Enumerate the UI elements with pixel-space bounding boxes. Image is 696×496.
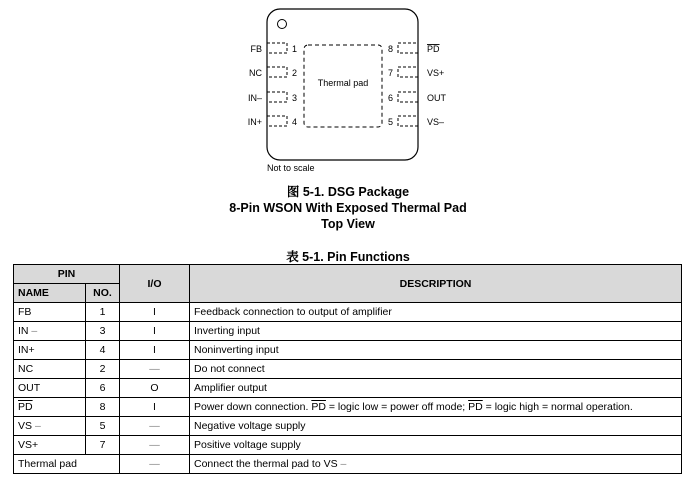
pin-io-cell: —	[120, 436, 190, 455]
pin-pad-4	[267, 116, 287, 126]
pin-io-cell: —	[120, 360, 190, 379]
pin-name-pd: PD	[427, 44, 440, 54]
pin-io-cell: I	[120, 398, 190, 417]
table-row	[14, 379, 682, 398]
pin-name-suffix: –	[34, 420, 41, 432]
io-header: I/O	[120, 265, 190, 303]
pin-no-cell: 5	[86, 417, 120, 436]
pin-desc-cell: Negative voltage supply	[190, 417, 682, 436]
pin-num-3: 3	[292, 93, 298, 103]
pin-desc-cell: Amplifier output	[190, 379, 682, 398]
pin-name-cell	[14, 417, 86, 436]
pin-desc-cell: Positive voltage supply	[190, 436, 682, 455]
pin-functions-table	[13, 264, 682, 474]
pin-desc-cell	[190, 398, 682, 417]
pin-desc-cell: Inverting input	[190, 322, 682, 341]
pin-name-text: IN	[18, 325, 29, 337]
package-diagram	[0, 0, 696, 190]
pin-desc-cell	[190, 455, 682, 474]
pin-name-in-plus: IN+	[247, 117, 262, 127]
pin-name-in-minus: IN–	[247, 93, 262, 103]
pin-num-5: 5	[387, 117, 393, 127]
desc-part-overline: $\overline{PD}$	[468, 401, 483, 413]
pin-io-cell: —	[120, 417, 190, 436]
pin-no-cell: 8	[86, 398, 120, 417]
pin-name-suffix: –	[31, 325, 38, 337]
pin-name-cell: FB	[14, 303, 86, 322]
pin1-marker	[278, 20, 287, 29]
pin-pad-6	[398, 92, 418, 102]
pin-name-cell: IN+	[14, 341, 86, 360]
table-row	[14, 322, 682, 341]
desc-part-overline: $\overline{PD}$	[311, 401, 326, 413]
pin-io-cell: O	[120, 379, 190, 398]
pin-io-cell: I	[120, 303, 190, 322]
name-header: NAME	[14, 284, 86, 303]
desc-part: Power down connection.	[194, 401, 312, 413]
pin-name-cell: VS+	[14, 436, 86, 455]
pin-num-1: 1	[292, 44, 298, 54]
pin-name-cell: NC	[14, 360, 86, 379]
table-row	[14, 303, 682, 322]
desc-text: Connect the thermal pad to VS	[194, 458, 338, 470]
desc-part: = logic high = normal operation.	[482, 401, 633, 413]
pin-no-cell: 7	[86, 436, 120, 455]
pin-name-nc: NC	[249, 68, 262, 78]
pin-name-fb: FB	[250, 44, 262, 54]
table-row	[14, 360, 682, 379]
pin-header: PIN	[14, 265, 120, 284]
pin-num-8: 8	[387, 44, 393, 54]
pin-io-cell: I	[120, 341, 190, 360]
pin-pad-2	[267, 67, 287, 77]
pin-no-cell: 1	[86, 303, 120, 322]
pin-name-vs-plus: VS+	[427, 68, 445, 78]
desc-part: = logic low = power off mode;	[325, 401, 469, 413]
pin-name-vs-minus: VS–	[427, 117, 445, 127]
figure-caption-line3: Top View	[321, 217, 375, 231]
figure-caption-line2: 8-Pin WSON With Exposed Thermal Pad	[229, 201, 467, 215]
table-row	[14, 436, 682, 455]
pin-num-7: 7	[387, 68, 393, 78]
description-header: DESCRIPTION	[190, 265, 682, 303]
pin-io-cell: I	[120, 322, 190, 341]
thermal-pad-label: Thermal pad	[317, 78, 369, 88]
pin-pad-3	[267, 92, 287, 102]
table-title: 表 5-1. Pin Functions	[286, 250, 410, 264]
pin-name-text: VS	[18, 420, 33, 432]
pin-desc-cell: Do not connect	[190, 360, 682, 379]
no-header: NO.	[86, 284, 120, 303]
pin-no-cell: 3	[86, 322, 120, 341]
table-row	[14, 398, 682, 417]
not-to-scale-note: Not to scale	[267, 163, 315, 173]
figure-caption-line1: 图 5-1. DSG Package	[286, 185, 410, 199]
pin-name-cell: $\overline{PD}$	[14, 398, 86, 417]
table-row	[14, 455, 682, 474]
pin-name-cell: Thermal pad	[14, 455, 120, 474]
pin-pad-5	[398, 116, 418, 126]
pin-desc-cell: Noninverting input	[190, 341, 682, 360]
pin-name-cell: OUT	[14, 379, 86, 398]
table-row	[14, 341, 682, 360]
pin-pad-1	[267, 43, 287, 53]
pin-name-cell	[14, 322, 86, 341]
pin-io-cell: —	[120, 455, 190, 474]
table-header-row	[14, 265, 682, 284]
pin-num-2: 2	[292, 68, 298, 78]
pin-no-cell: 4	[86, 341, 120, 360]
pin-pad-7	[398, 67, 418, 77]
pin-num-4: 4	[292, 117, 298, 127]
pin-pad-8	[398, 43, 418, 53]
desc-suffix: –	[340, 458, 347, 470]
pin-no-cell: 2	[86, 360, 120, 379]
pin-name-out: OUT	[427, 93, 446, 103]
pin-no-cell: 6	[86, 379, 120, 398]
table-row	[14, 417, 682, 436]
pin-num-6: 6	[387, 93, 393, 103]
pin-desc-cell: Feedback connection to output of amplifier	[190, 303, 682, 322]
